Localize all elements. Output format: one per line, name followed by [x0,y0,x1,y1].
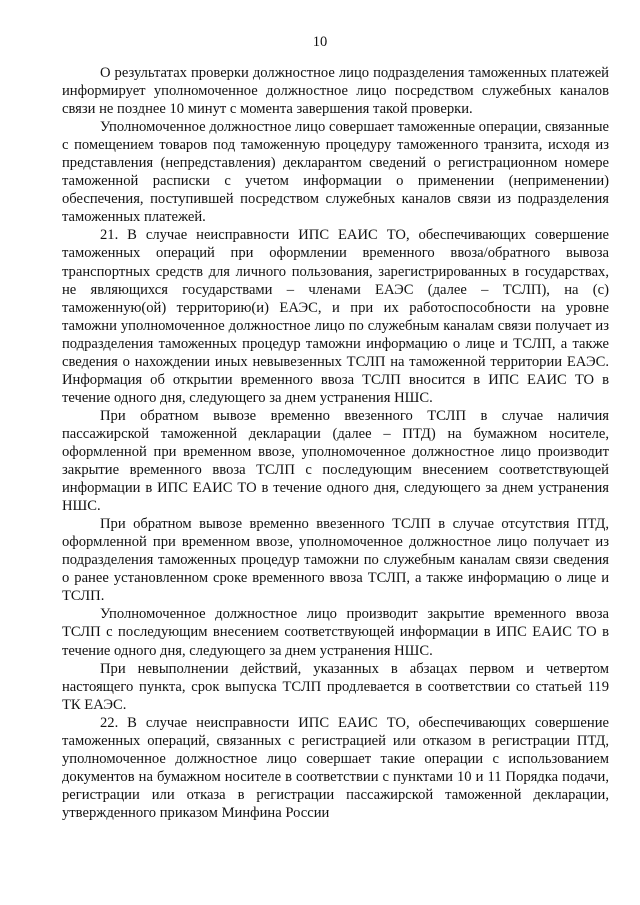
paragraph-7: При невыполнении действий, указанных в абзацах первом и четвертом настоящего пункта, срок выпуска ТСЛП продлевается в соответствии со статьей 119 ТК ЕАЭС. [62,660,609,713]
paragraph-2: Уполномоченное должностное лицо совершает таможенные операции, связанные с помещением товаров под таможенную процедуру таможенного транзита, исходя из представления (непредставления) декларантом сведений о регистрационном номере таможенной расписки с учетом информации о применении (неприменении) обеспечения, поступившей посредством служебных каналов связи из подразделения таможенных платежей. [62,119,609,226]
paragraph-5: При обратном вывозе временно ввезенного ТСЛП в случае отсутствия ПТД, оформленной при временном ввозе, уполномоченное должностное лицо получает из подразделения таможенных процедур таможни по служебным каналам связи сведения о ранее установленном сроке временного ввоза ТСЛП, а также информацию о лице и ТСЛП. [62,516,609,605]
page-number: 10 [312,34,328,50]
paragraph-3: 21. В случае неисправности ИПС ЕАИС ТО, обеспечивающих совершение таможенных операций при оформлении временного ввоза/обратного вывоза транспортных средств для личного пользования, зарегистрированных в государствах, не являющихся государствами – членами ЕАЭС (далее – ТСЛП), на (с) таможенную(ой) территорию(и) ЕАЭС, и при их работоспособности на уровне таможни уполномоченное должностное лицо по служебным каналам связи получает из подразделения таможенных процедур таможни информацию о лице и ТСЛП, а также сведения о нахождении иных невывезенных ТСЛП на таможенной территории ЕАЭС. Информация об открытии временного ввоза ТСЛП вносится в ИПС ЕАИС ТО в течение одного дня, следующего за днем устранения НШС. [62,227,609,406]
paragraph-8: 22. В случае неисправности ИПС ЕАИС ТО, обеспечивающих совершение таможенных операций, связанных с регистрацией или отказом в регистрации ПТД, уполномоченное должностное лицо совершает такие операции с использованием документов на бумажном носителе в соответствии с пунктами 10 и 11 Порядка подачи, регистрации или отказа в регистрации пассажирской таможенной декларации, утвержденного приказом Минфина России [62,714,609,821]
paragraph-6: Уполномоченное должностное лицо производит закрытие временного ввоза ТСЛП с последующим внесением соответствующей информации в ИПС ЕАИС ТО в течение одного дня, следующего за днем устранения НШС. [62,606,609,659]
document-body [62,64,609,822]
paragraph-1: О результатах проверки должностное лицо подразделения таможенных платежей информирует уполномоченное должностное лицо посредством служебных каналов связи не позднее 10 минут с момента завершения такой проверки. [62,65,609,118]
paragraph-4: При обратном вывозе временно ввезенного ТСЛП в случае наличия пассажирской таможенной декларации (далее – ПТД) на бумажном носителе, оформленной при временном ввозе, уполномоченное должностное лицо производит закрытие временного ввоза ТСЛП с последующим внесением соответствующей информации в ИПС ЕАИС ТО в течение одного дня, следующего за днем устранения НШС. [62,407,609,515]
